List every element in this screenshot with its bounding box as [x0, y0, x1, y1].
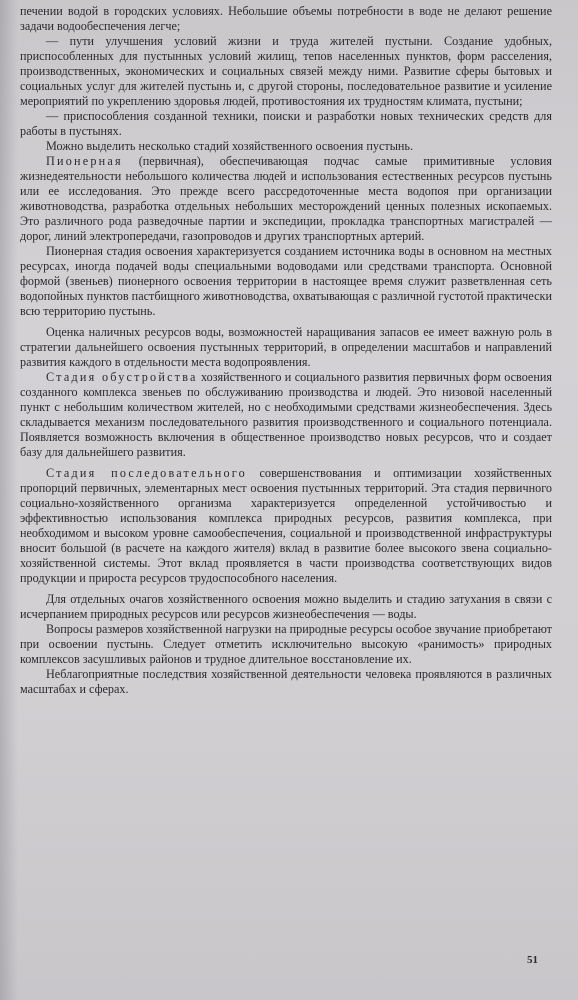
paragraph-11: Вопросы размеров хозяйственной нагрузки на природные ресурсы особое звучание приобретают при освоении пустынь. Следует отметить исключительно высокую «ранимость» природных комплексов засушливых районов и трудное длительное восстановление их.: [20, 622, 552, 666]
paragraph-9: Стадия последовательного совершенствования и оптимизации хозяйственных пропорций первичных, элементарных мест освоения пустынных территорий. Эта стадия первичного социально-хозяйственного организма характеризуется определенной устойчивостью и эффективностью использования комплекса природных ресурсов, развития комплекса, при необходимом и высоком уровне самообеспечения, социальной и производственной инфраструктуры вносит большой (в расчете на каждого жителя) вклад в развитие более высокого звена социально-хозяйственной системы. Этот вклад проявляется в части производства соответствующих видов продукции и прироста ресурсов трудоспособного населения.: [20, 466, 552, 585]
paragraph-1: печении водой в городских условиях. Небольшие объемы потребности в воде не делают решение задачи водообеспечения легче;: [20, 4, 552, 33]
paragraph-5: Пионерная (первичная), обеспечивающая подчас самые примитивные условия жизнедеятельности небольшого количества людей и использования естественных ресурсов пустынь или ее исследования. Это прежде всего рассредоточенные места водопоя при организации животноводства, разработка отдельных небольших месторождений ценных полезных ископаемых. Это различного рода разведочные партии и экспедиции, прокладка транспортных магистралей — дорог, линий электропередачи, газопроводов и других транспортных артерий.: [20, 154, 552, 243]
page-number: 51: [527, 954, 538, 966]
paragraph-12: Неблагоприятные последствия хозяйственной деятельности человека проявляются в различных масштабах и сферах.: [20, 667, 552, 696]
spaced-lead-term: Стадия обустройства: [46, 370, 198, 384]
paragraph-10: Для отдельных очагов хозяйственного освоения можно выделить и стадию затухания в связи с исчерпанием природных ресурсов или ресурсов жизнеобеспечения — воды.: [20, 592, 552, 621]
paragraph-8: Стадия обустройства хозяйственного и социального развития первичных форм освоения созданного комплекса звеньев по обслуживанию производства и людей. Это низовой населенный пункт с небольшим количеством жителей, но с необходимыми средствами жизнеобеспечения. Здесь складывается механизм последовательного развития производственного и социального потенциала. Появляется возможность включения в общественное производство новых ресурсов, что и создает базу для дальнейшего развития.: [20, 370, 552, 459]
paragraph-6: Пионерная стадия освоения характеризуется созданием источника воды в основном на местных ресурсах, иногда подачей воды специальными водоводами или средствами транспорта. Основной формой (звеньев) пионерного освоения территории в настоящее время служит разветвленная сеть водопойных пунктов пастбищного животноводства, охватывающая с различной густотой практически всю территорию пустынь.: [20, 244, 552, 318]
paragraph-2: — пути улучшения условий жизни и труда жителей пустыни. Создание удобных, приспособленных для пустынных условий жилищ, тепов населенных пунктов, форм расселения, производственных, экономических и социальных связей между ними. Развитие сферы бытовых и социальных услуг для жителей пустынь и, с другой стороны, последовательное развитие и усиление мероприятий по укреплению здоровья людей, противостояния их трудностям климата, пустыни;: [20, 34, 552, 108]
spaced-lead-term: Стадия последовательного: [46, 466, 247, 480]
paragraph-7: Оценка наличных ресурсов воды, возможностей наращивания запасов ее имеет важную роль в стратегии дальнейшего освоения пустынных территорий, в определении масштабов и направлений развития каждого в отдельности места водопроявления.: [20, 325, 552, 369]
paragraph-4: Можно выделить несколько стадий хозяйственного освоения пустынь.: [46, 139, 414, 153]
paragraph-3: — приспособления созданной техники, поиски и разработки новых технических средств для работы в пустынях.: [20, 109, 552, 138]
page-text: [20, 4, 552, 697]
spaced-lead-term: Пионерная: [46, 154, 123, 168]
